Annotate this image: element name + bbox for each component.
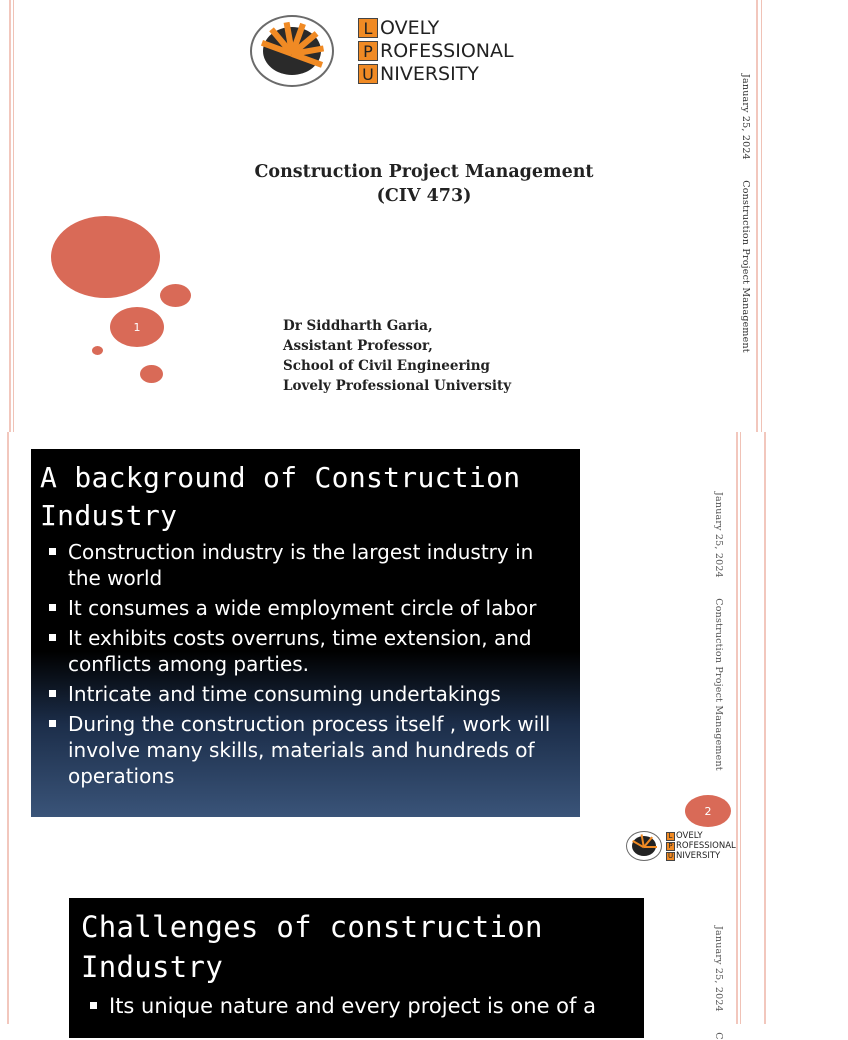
right-border-inner xyxy=(740,432,741,866)
course-code: (CIV 473) xyxy=(376,186,472,206)
course-title: Construction Project Management xyxy=(254,162,594,182)
footer-course-partial: C xyxy=(713,1032,724,1040)
heading-line-1: Challenges of construction xyxy=(81,910,543,944)
bullet-item: Construction industry is the largest industry in the world xyxy=(40,539,570,591)
bullet-item: It consumes a wide employment circle of labor xyxy=(40,595,570,621)
left-border xyxy=(9,0,11,432)
logo-word-lovely: OVELY xyxy=(380,17,440,39)
slide-1 xyxy=(0,0,768,432)
left-border xyxy=(7,432,9,866)
author-school: School of Civil Engineering xyxy=(283,358,490,374)
university-wordmark xyxy=(666,831,736,861)
bullet-item: Intricate and time consuming undertakings xyxy=(40,681,570,707)
content-panel xyxy=(69,898,644,1038)
bullet-list xyxy=(81,993,634,1019)
author-name: Dr Siddharth Garia, xyxy=(283,318,433,334)
left-border xyxy=(7,866,9,1024)
author-block xyxy=(283,316,511,396)
logo-letter-l: L xyxy=(666,832,675,841)
university-logo-small xyxy=(626,831,736,861)
logo-letter-p: P xyxy=(666,842,675,851)
bullet-list xyxy=(40,539,570,789)
logo-word-university: NIVERSITY xyxy=(380,63,479,85)
right-border-outer xyxy=(764,432,766,866)
logo-letter-u: U xyxy=(358,64,378,84)
logo-word-professional: ROFESSIONAL xyxy=(676,841,736,851)
footer-vertical xyxy=(740,74,751,353)
decorative-circle-tiny xyxy=(92,346,103,355)
slide-3 xyxy=(0,866,768,1040)
footer-date: January 25, 2024 xyxy=(713,492,724,578)
left-border-inner xyxy=(13,0,14,432)
logo-letter-u: U xyxy=(667,852,674,860)
slide-heading xyxy=(40,459,570,535)
heading-line-1: A background of Construction xyxy=(40,461,521,494)
bullet-item: It exhibits costs overruns, time extension, and conflicts among parties. xyxy=(40,625,570,677)
footer-course: Construction Project Management xyxy=(713,598,724,771)
slide-number: 1 xyxy=(133,320,141,334)
slide-number-badge xyxy=(110,307,164,347)
right-border xyxy=(736,866,738,1024)
footer-vertical xyxy=(713,926,724,1040)
university-seal-icon xyxy=(626,831,662,861)
logo-word-lovely: OVELY xyxy=(676,831,703,841)
footer-course: Construction Project Management xyxy=(740,180,751,353)
decorative-circle-large xyxy=(51,216,160,298)
university-wordmark xyxy=(358,17,514,85)
right-border-inner xyxy=(761,0,762,432)
logo-letter-l: L xyxy=(358,18,378,38)
content-panel xyxy=(31,449,580,817)
bullet-item: Its unique nature and every project is one of a xyxy=(81,993,634,1019)
heading-line-2: Industry xyxy=(40,499,178,532)
slide-2 xyxy=(0,432,768,866)
right-border-inner xyxy=(740,866,741,1024)
logo-word-university: NIVERSITY xyxy=(676,851,721,861)
footer-vertical xyxy=(713,492,724,771)
logo-word-professional: ROFESSIONAL xyxy=(380,40,514,62)
slide-number: 2 xyxy=(704,804,712,818)
decorative-circle-small-2 xyxy=(140,365,163,383)
bullet-item: During the construction process itself , work will involve many skills, materials and hundreds of operations xyxy=(40,711,570,789)
footer-date: January 25, 2024 xyxy=(713,926,724,1012)
slide-number-badge xyxy=(685,795,731,827)
footer-date: January 25, 2024 xyxy=(740,74,751,160)
right-border xyxy=(736,432,738,866)
slide-title xyxy=(0,160,848,208)
slide-heading xyxy=(81,907,634,987)
university-logo xyxy=(250,15,514,87)
university-seal-icon xyxy=(250,15,334,87)
author-title: Assistant Professor, xyxy=(283,338,433,354)
right-border-outer xyxy=(764,866,766,1024)
heading-line-2: Industry xyxy=(81,950,224,984)
right-border xyxy=(756,0,758,432)
logo-letter-p: P xyxy=(358,41,378,61)
decorative-circle-small xyxy=(160,284,191,307)
author-university: Lovely Professional University xyxy=(283,378,512,394)
